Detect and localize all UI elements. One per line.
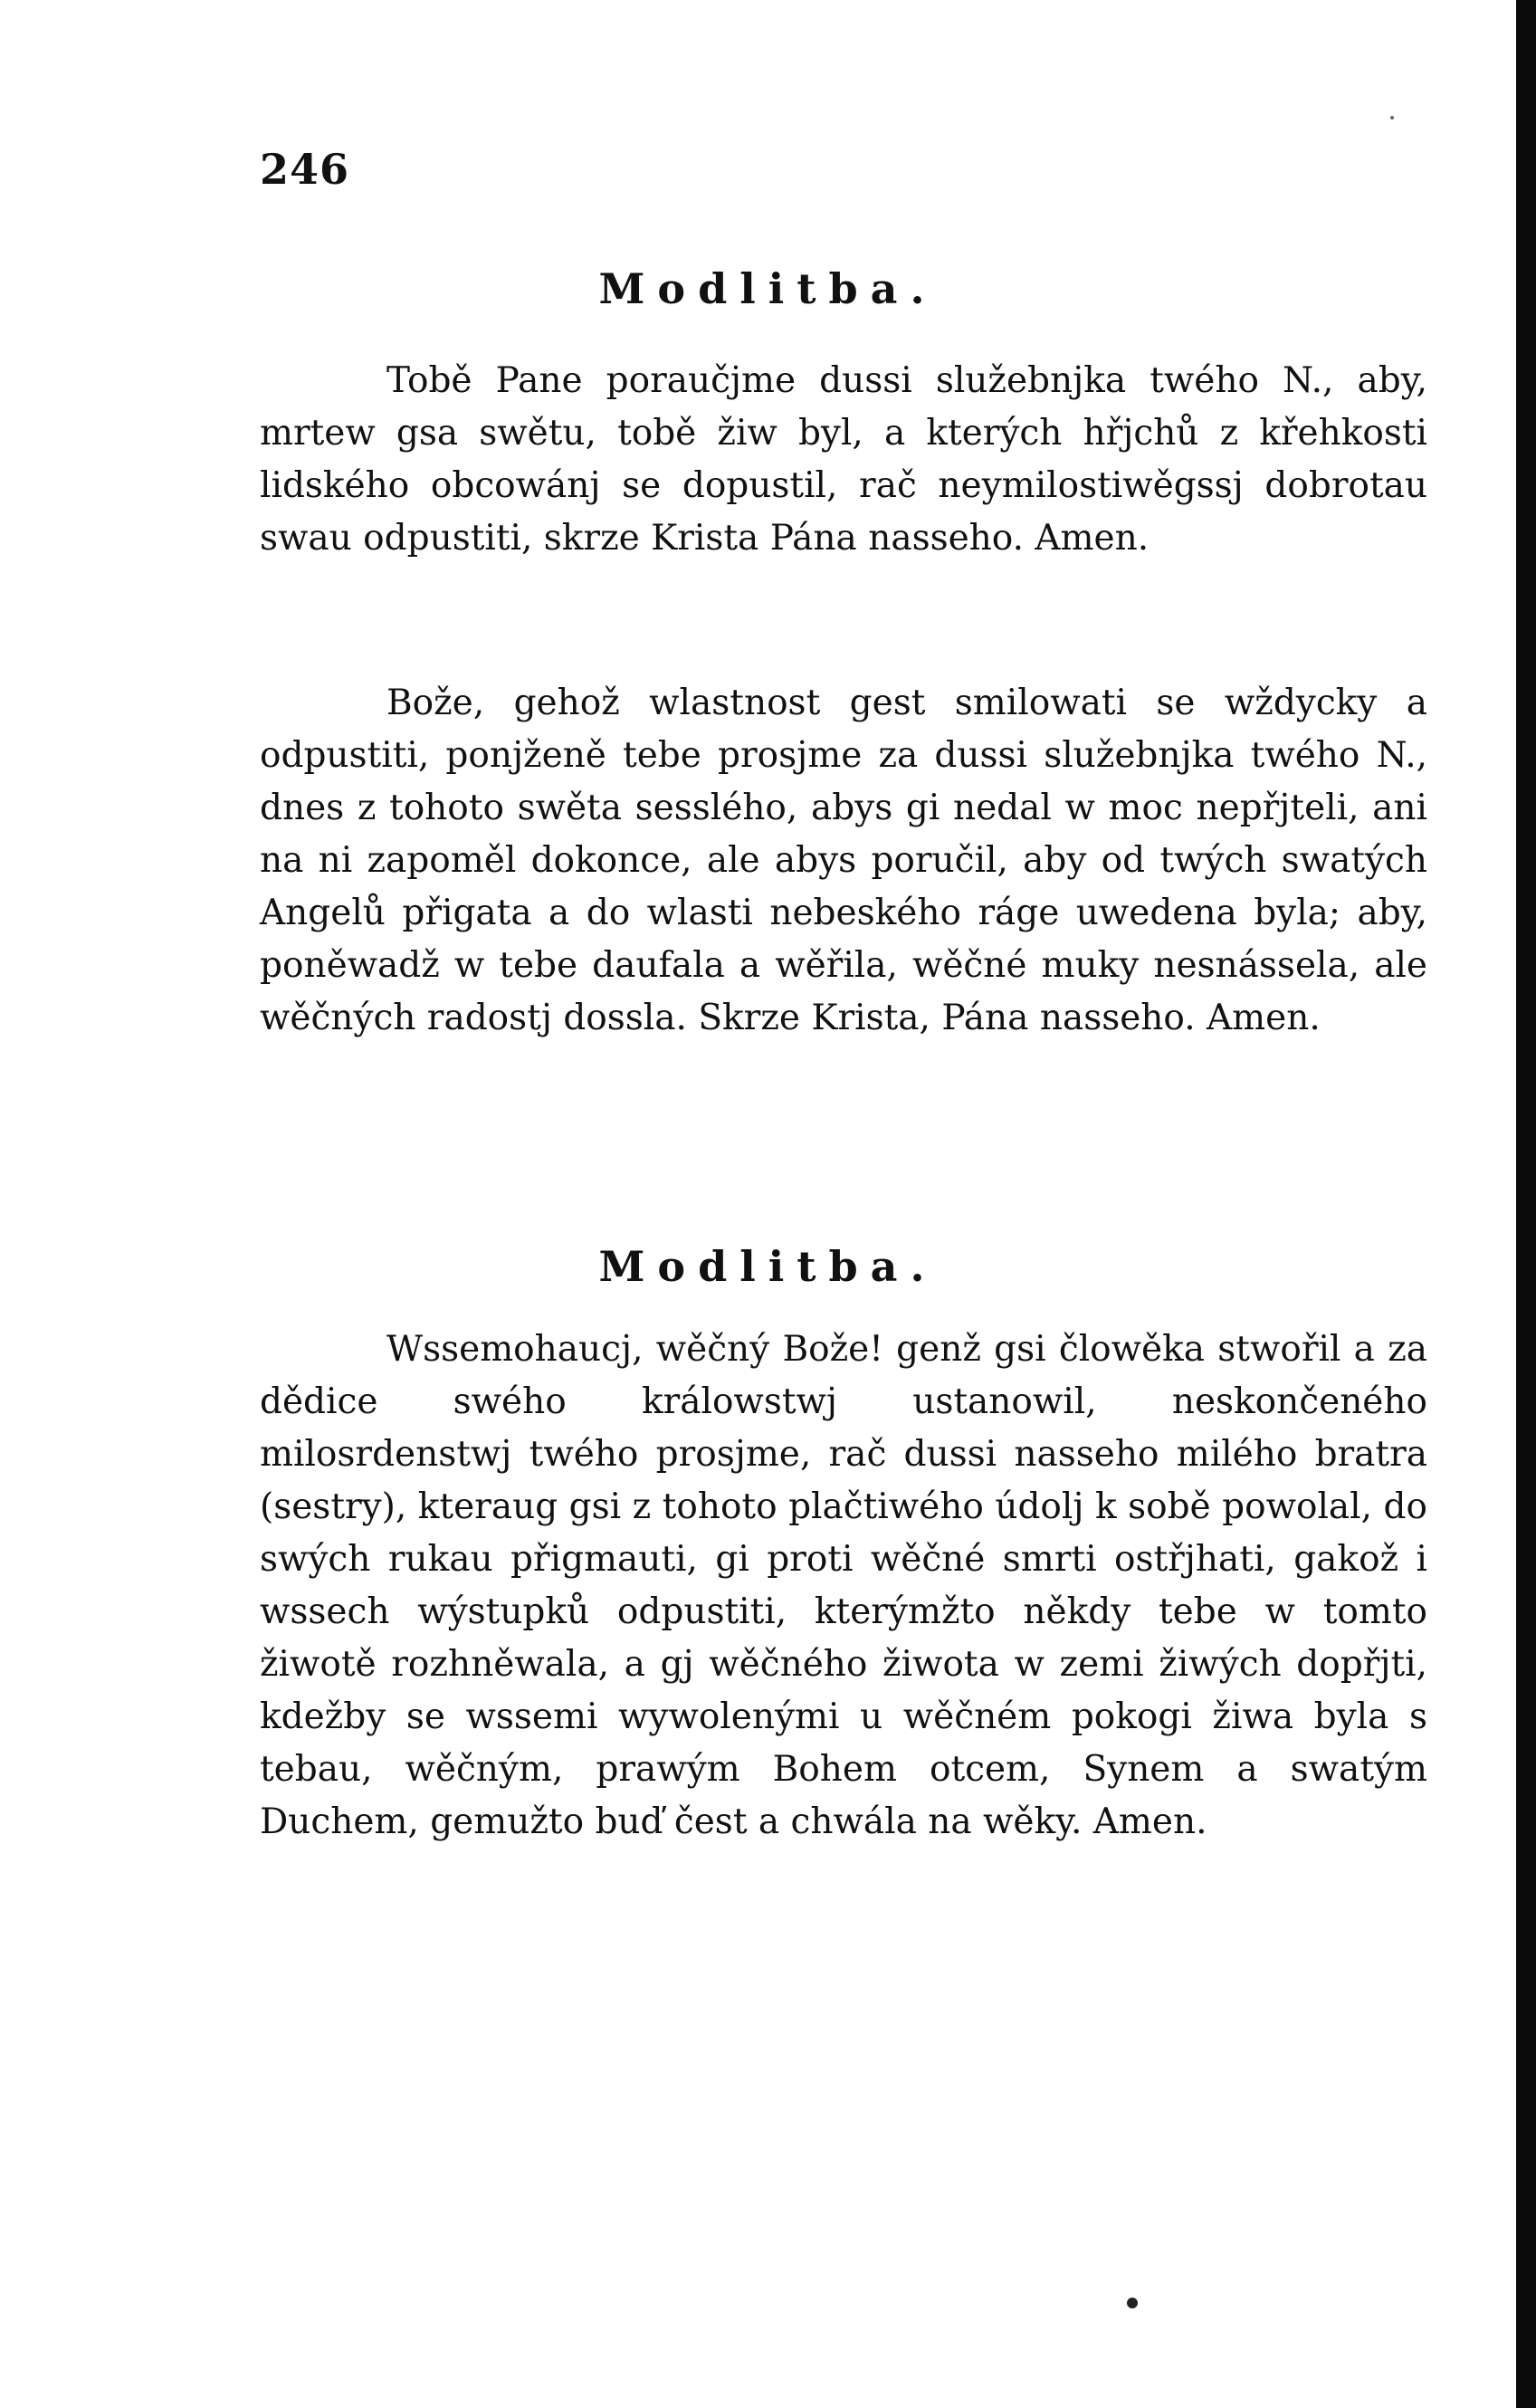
section-heading: Modlitba. xyxy=(598,264,938,313)
prayer-paragraph: Bože, gehož wlastnost gest smilowati se wždycky a odpustiti, ponjženě tebe prosjme za dussi služebnjka twého N., dnes z tohoto swěta sesslého, abys gi nedal w moc nepřjteli, ani na ni zapoměl dokonce, ale abys poručil, aby od twých swatých Angelů přigata a do wlasti nebeského ráge uwedena byla; aby, poněwadž w tebe daufala a wěřila, wěčné muky nesnássela, ale wěčných radostj dossla. Skrze Krista, Pána nasseho. Amen. xyxy=(260,683,1427,1038)
page-edge-border xyxy=(1516,0,1536,2408)
ink-speck xyxy=(1390,116,1394,119)
section-heading: Modlitba. xyxy=(598,1242,938,1291)
ink-dot xyxy=(1127,2298,1138,2308)
prayer-paragraph: Tobě Pane poraučjme dussi služebnjka twého N., aby, mrtew gsa swětu, tobě žiw byl, a kterých hřjchů z křehkosti lidského obcowánj se dopustil, rač neymilostiwěgssj dobrotau swau odpustiti, skrze Krista Pána nasseho. Amen. xyxy=(260,360,1427,559)
prayer-paragraph: Wssemohaucj, wěčný Bože! genž gsi člowěka stwořil a za dědice swého králowstwj ustanowil, neskončeného milosrdenstwj twého prosjme, rač dussi nasseho milého bratra (sestry), kteraug gsi z tohoto plačtiwého údolj k sobě powolal, do swých rukau přigmauti, gi proti wěčné smrti ostřjhati, gakož i wssech wýstupků odpustiti, kterýmžto někdy tebe w tomto žiwotě rozhněwala, a gj wěčného žiwota w zemi žiwých dopřjti, kdežby se wssemi wywolenými u wěčném pokogi žiwa byla s tebau, wěčným, prawým Bohem otcem, Synem a swatým Duchem, gemužto buď čest a chwála na wěky. Amen. xyxy=(260,1329,1427,1842)
page-number: 246 xyxy=(260,145,350,194)
